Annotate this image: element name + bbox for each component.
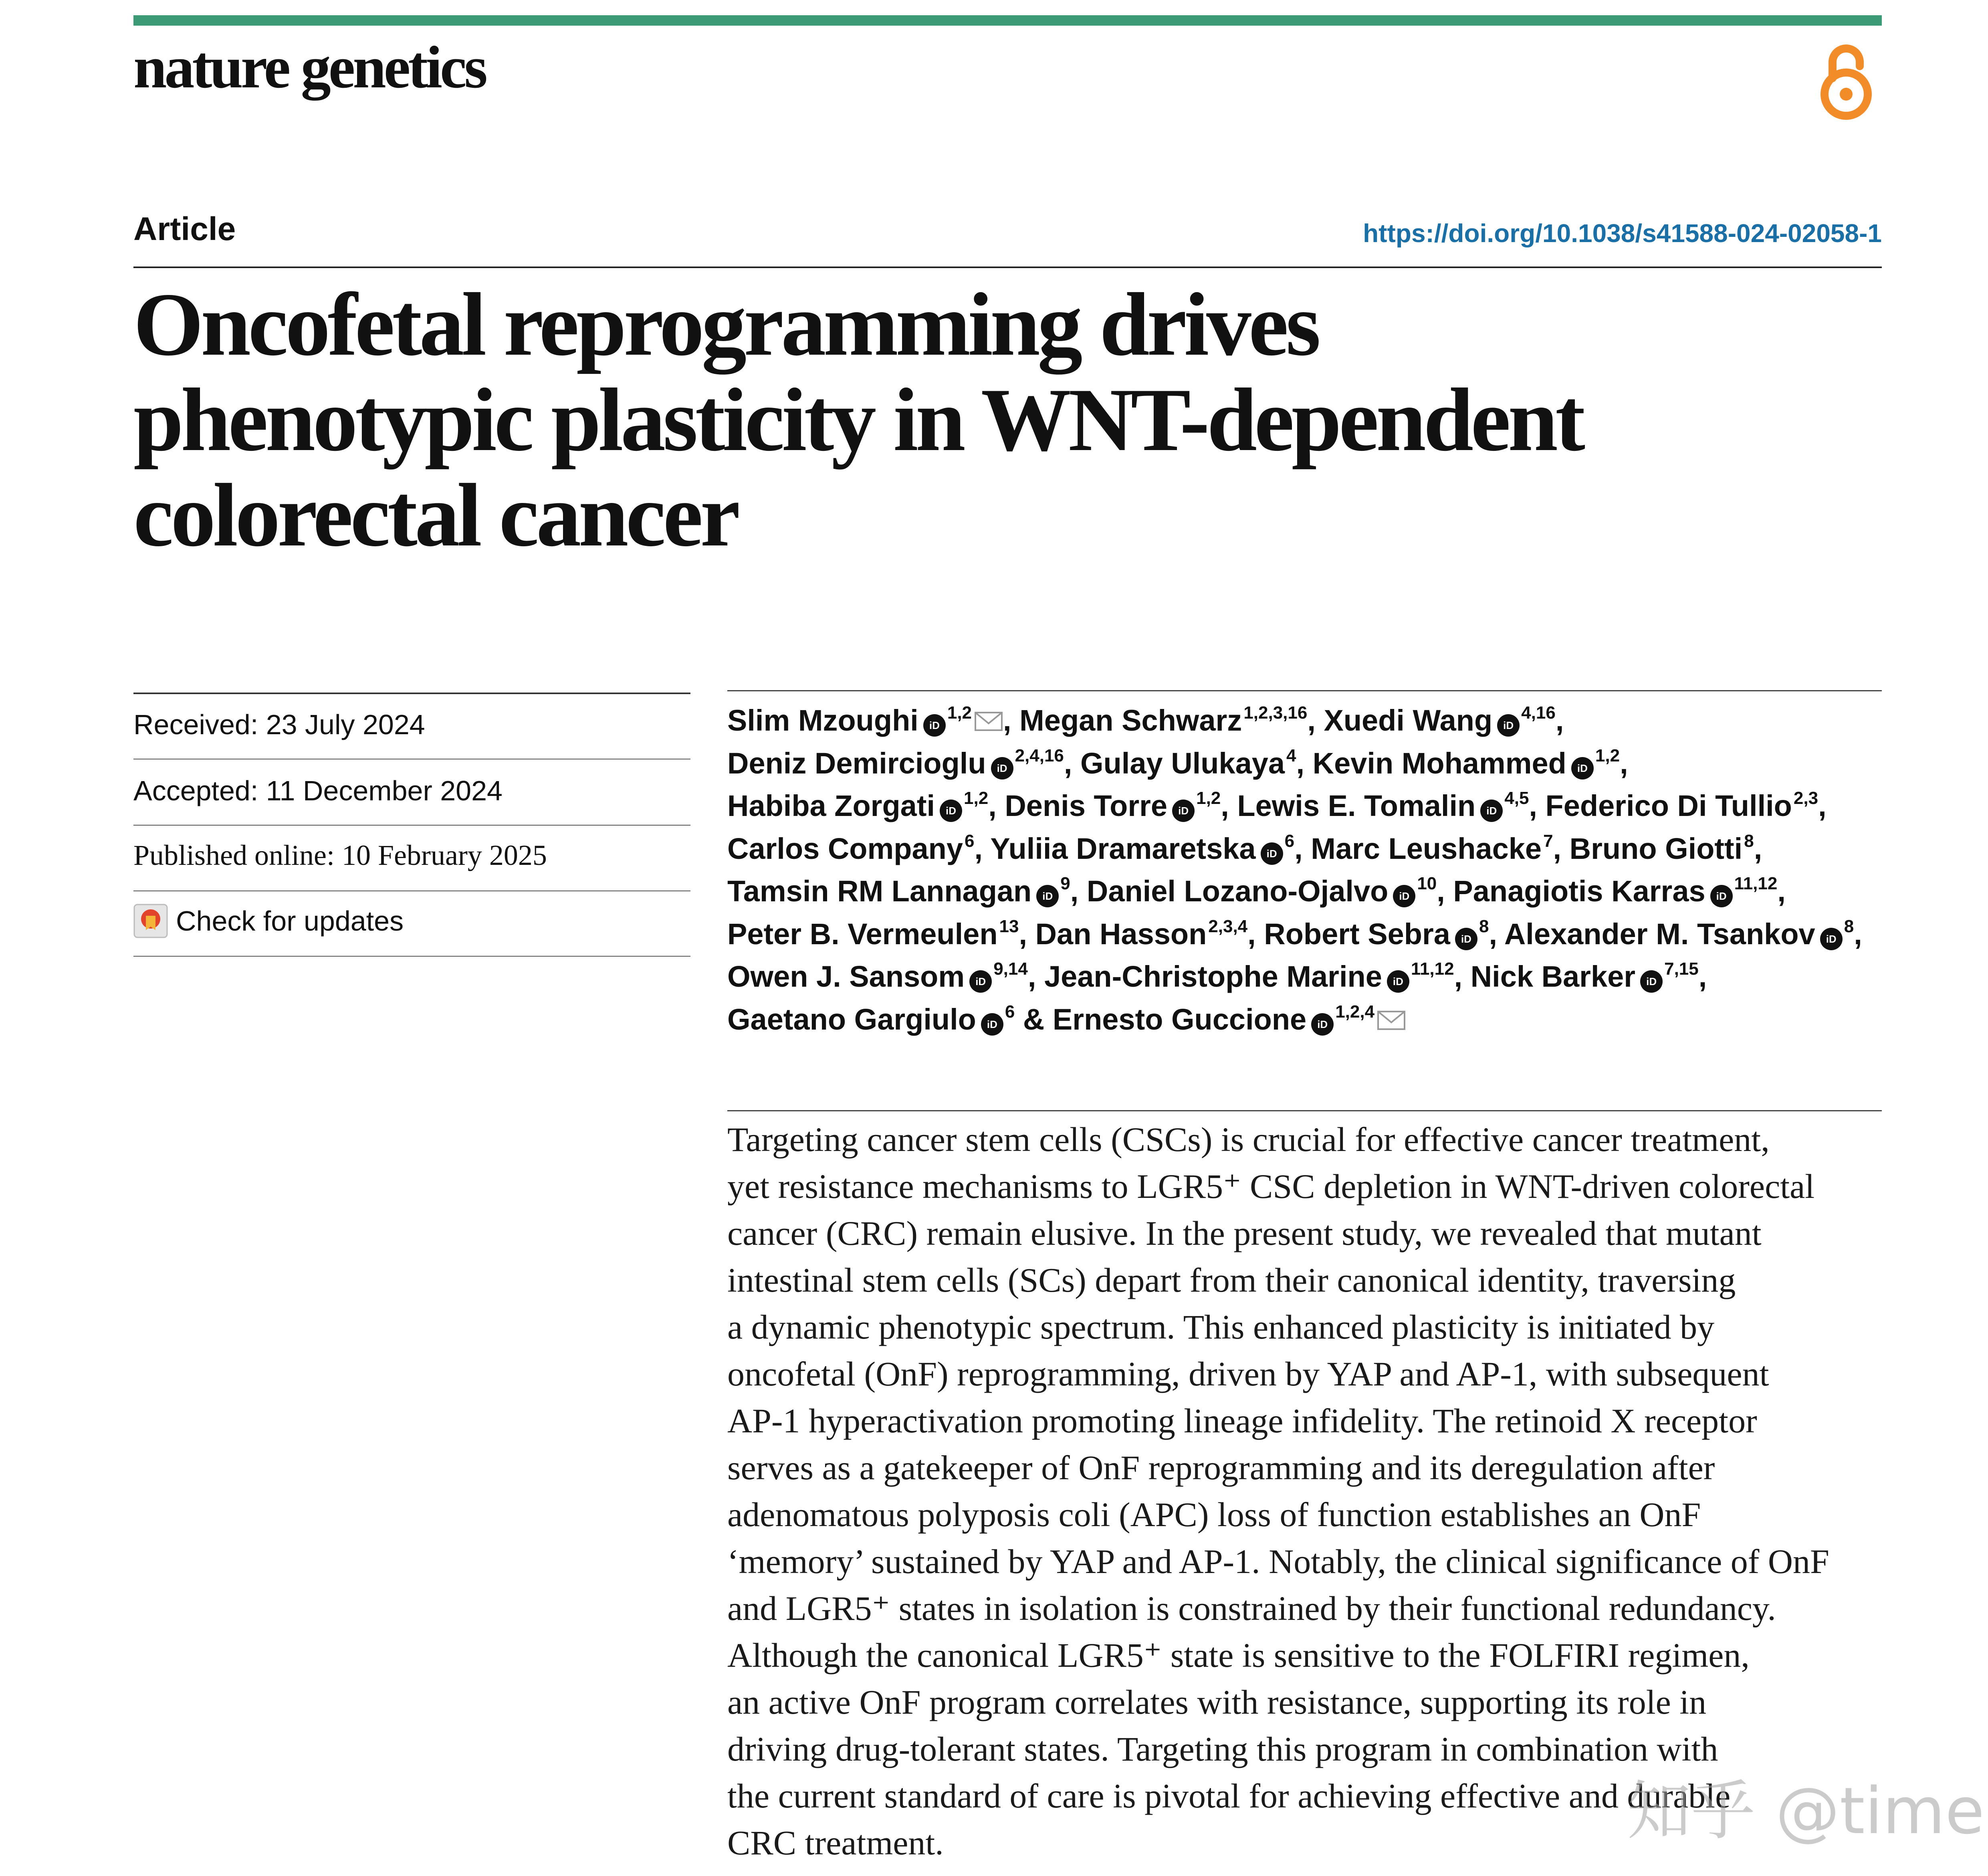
author-separator: ,	[1489, 917, 1504, 951]
affiliation-marker: 1,2,3,16	[1243, 703, 1308, 723]
open-access-lock-icon	[1817, 38, 1875, 122]
check-updates-icon	[133, 904, 168, 938]
affiliation-marker: 13	[999, 916, 1019, 936]
author[interactable]	[1044, 960, 1471, 993]
author[interactable]	[1080, 747, 1313, 780]
abstract-line: ‘memory’ sustained by YAP and AP-1. Notably, the clinical significance of OnF	[727, 1542, 1829, 1581]
author-list	[727, 699, 1882, 1041]
author[interactable]	[1546, 789, 1827, 822]
affiliation-marker: 6	[1284, 831, 1295, 851]
affiliation-marker: 11,12	[1734, 874, 1778, 893]
author-separator: ,	[1221, 789, 1237, 822]
author-separator: ,	[1247, 917, 1264, 951]
author-name: Gulay Ulukaya	[1080, 746, 1285, 780]
author-separator: ,	[1454, 960, 1471, 993]
author-separator: ,	[1698, 960, 1707, 993]
article-title	[133, 274, 1857, 565]
abstract-line: Targeting cancer stem cells (CSCs) is crucial for effective cancer treatment,	[727, 1120, 1770, 1159]
author-separator: ,	[1003, 704, 1020, 737]
affiliation-marker: 10	[1417, 874, 1437, 893]
orcid-icon[interactable]: iD	[981, 1013, 1003, 1036]
author-name: Dan Hasson	[1035, 917, 1207, 951]
author-separator: &	[1015, 1002, 1053, 1036]
title-line: phenotypic plasticity in WNT-dependent	[133, 370, 1583, 470]
author-separator: ,	[1019, 917, 1035, 951]
author-name: Habiba Zorgati	[727, 789, 935, 822]
author-separator: ,	[988, 789, 1005, 822]
author[interactable]	[1053, 1003, 1406, 1036]
author[interactable]	[727, 747, 1080, 780]
affiliation-marker: 8	[1479, 916, 1489, 936]
author-name: Xuedi Wang	[1324, 704, 1493, 737]
author-separator: ,	[1529, 789, 1546, 822]
author[interactable]	[1453, 874, 1786, 908]
author-name: Carlos Company	[727, 832, 963, 865]
abstract-line: Although the canonical LGR5⁺ state is sensitive to the FOLFIRI regimen,	[727, 1636, 1750, 1674]
journal-name[interactable]: nature genetics	[133, 34, 485, 101]
author-name: Owen J. Sansom	[727, 960, 965, 993]
abstract-line: and LGR5⁺ states in isolation is constrained by their functional redundancy.	[727, 1589, 1776, 1628]
watermark: 知乎 @time	[1627, 1773, 1985, 1848]
orcid-icon[interactable]: iD	[940, 800, 962, 822]
affiliation-marker: 2,3	[1793, 788, 1818, 808]
email-icon[interactable]	[1377, 1010, 1406, 1030]
author-name: Bruno Giotti	[1569, 832, 1743, 865]
authors-top-divider	[727, 690, 1882, 691]
header-divider	[133, 267, 1882, 268]
abstract-line: an active OnF program correlates with resistance, supporting its role in	[727, 1683, 1707, 1721]
orcid-icon[interactable]: iD	[969, 970, 992, 993]
abstract-line: CRC treatment.	[727, 1823, 944, 1862]
affiliation-marker: 1,2	[1196, 788, 1221, 808]
author[interactable]	[1471, 960, 1707, 993]
check-for-updates-label: Check for updates	[176, 905, 404, 937]
affiliation-marker: 7	[1543, 831, 1553, 851]
orcid-icon[interactable]: iD	[923, 714, 946, 737]
orcid-icon[interactable]: iD	[1480, 800, 1503, 822]
author[interactable]	[1035, 917, 1264, 951]
author-name: Alexander M. Tsankov	[1504, 917, 1815, 951]
abstract-divider	[727, 1110, 1882, 1111]
orcid-icon[interactable]: iD	[1455, 928, 1477, 950]
dates-divider	[133, 825, 690, 826]
abstract-line: oncofetal (OnF) reprogramming, driven by YAP and AP-1, with subsequent	[727, 1355, 1769, 1393]
title-line: colorectal cancer	[133, 465, 738, 565]
author-separator: ,	[1620, 746, 1628, 780]
orcid-icon[interactable]: iD	[1172, 800, 1195, 822]
author-name: Kevin Mohammed	[1312, 746, 1566, 780]
affiliation-marker: 7,15	[1664, 959, 1699, 979]
author-separator: ,	[1064, 746, 1081, 780]
author-name: Marc Leushacke	[1311, 832, 1542, 865]
orcid-icon[interactable]: iD	[1497, 714, 1520, 737]
author[interactable]	[990, 832, 1311, 865]
author-name: Slim Mzoughi	[727, 704, 918, 737]
orcid-icon[interactable]: iD	[1640, 970, 1663, 993]
affiliation-marker: 2,4,16	[1015, 745, 1064, 765]
author[interactable]	[1313, 747, 1628, 780]
abstract-line: driving drug-tolerant states. Targeting this program in combination with	[727, 1730, 1718, 1768]
author-name: Lewis E. Tomalin	[1237, 789, 1476, 822]
accepted-date: Accepted: 11 December 2024	[133, 775, 503, 806]
abstract-line: serves as a gatekeeper of OnF reprogramming and its deregulation after	[727, 1448, 1715, 1487]
title-line: Oncofetal reprogramming drives	[133, 274, 1318, 374]
author[interactable]	[1570, 832, 1762, 865]
author-name: Yuliia Dramaretska	[990, 832, 1256, 865]
author-name: Nick Barker	[1470, 960, 1636, 993]
dates-bottom-divider	[133, 956, 690, 957]
author-name: Daniel Lozano-Ojalvo	[1086, 874, 1389, 908]
author[interactable]	[1019, 704, 1324, 737]
author[interactable]	[727, 789, 1005, 822]
dates-top-divider	[133, 693, 690, 694]
affiliation-marker: 9,14	[993, 959, 1028, 979]
abstract-line: the current standard of care is pivotal for achieving effective and durable	[727, 1777, 1731, 1815]
author-name: Tamsin RM Lannagan	[727, 874, 1032, 908]
author[interactable]	[727, 704, 1019, 737]
author-separator: ,	[1553, 832, 1570, 865]
author[interactable]	[1311, 832, 1569, 865]
affiliation-marker: 1,2	[947, 703, 972, 723]
affiliation-marker: 4	[1286, 745, 1296, 765]
author-name: Deniz Demircioglu	[727, 746, 986, 780]
abstract-line: a dynamic phenotypic spectrum. This enhanced plasticity is initiated by	[727, 1308, 1715, 1346]
author-name: Jean-Christophe Marine	[1044, 960, 1382, 993]
author-separator: ,	[1294, 832, 1311, 865]
author[interactable]	[727, 960, 1044, 993]
author[interactable]	[1237, 789, 1545, 822]
author-name: Robert Sebra	[1264, 917, 1450, 951]
author[interactable]	[1264, 917, 1504, 951]
author-separator: ,	[1296, 746, 1313, 780]
orcid-icon[interactable]: iD	[1311, 1013, 1334, 1036]
affiliation-marker: 4,5	[1504, 788, 1529, 808]
author-separator: ,	[1754, 832, 1762, 865]
orcid-icon[interactable]: iD	[991, 757, 1013, 779]
author[interactable]	[727, 874, 1087, 908]
author-name: Panagiotis Karras	[1453, 874, 1705, 908]
author-name: Ernesto Guccione	[1052, 1002, 1307, 1036]
journal-header-bar	[133, 15, 1882, 26]
author[interactable]	[727, 1003, 1053, 1036]
affiliation-marker: 4,16	[1521, 703, 1556, 723]
author-separator: ,	[1437, 874, 1453, 908]
affiliation-marker: 11,12	[1411, 959, 1454, 979]
article-type-label: Article	[133, 211, 236, 247]
author-name: Gaetano Gargiulo	[727, 1002, 976, 1036]
author[interactable]	[727, 917, 1035, 951]
author[interactable]	[1005, 789, 1237, 822]
orcid-icon[interactable]: iD	[1036, 885, 1059, 907]
author-separator: ,	[1027, 960, 1044, 993]
abstract-line: AP-1 hyperactivation promoting lineage infidelity. The retinoid X receptor	[727, 1401, 1757, 1440]
abstract-line: adenomatous polyposis coli (APC) loss of function establishes an OnF	[727, 1495, 1701, 1534]
orcid-icon[interactable]: iD	[1820, 928, 1843, 950]
author[interactable]	[1324, 704, 1564, 737]
author[interactable]	[1504, 917, 1862, 951]
affiliation-marker: 8	[1844, 916, 1854, 936]
author[interactable]	[727, 832, 990, 865]
received-date: Received: 23 July 2024	[133, 709, 425, 740]
author-separator: ,	[1070, 874, 1087, 908]
author-separator: ,	[1854, 917, 1862, 951]
author-name: Peter B. Vermeulen	[727, 917, 998, 951]
email-icon[interactable]	[974, 711, 1003, 731]
affiliation-marker: 1,2	[1595, 745, 1620, 765]
affiliation-marker: 2,3,4	[1208, 916, 1248, 936]
abstract-line: cancer (CRC) remain elusive. In the present study, we revealed that mutant	[727, 1214, 1762, 1252]
orcid-icon[interactable]: iD	[1261, 842, 1283, 865]
author-separator: ,	[1818, 789, 1827, 822]
author[interactable]	[1087, 874, 1453, 908]
abstract	[727, 1116, 1889, 1866]
affiliation-marker: 1,2,4	[1335, 1002, 1375, 1022]
author-separator: ,	[1777, 874, 1786, 908]
affiliation-marker: 6	[965, 831, 975, 851]
author-separator: ,	[974, 832, 991, 865]
affiliation-marker: 6	[1005, 1002, 1015, 1022]
abstract-line: intestinal stem cells (SCs) depart from their canonical identity, traversing	[727, 1261, 1736, 1299]
abstract-line: yet resistance mechanisms to LGR5⁺ CSC depletion in WNT-driven colorectal	[727, 1167, 1815, 1206]
affiliation-marker: 8	[1744, 831, 1754, 851]
orcid-icon[interactable]: iD	[1710, 885, 1733, 907]
orcid-icon[interactable]: iD	[1571, 757, 1594, 779]
author-separator: ,	[1307, 704, 1324, 737]
author-name: Federico Di Tullio	[1545, 789, 1792, 822]
affiliation-marker: 1,2	[964, 788, 989, 808]
author-name: Megan Schwarz	[1019, 704, 1242, 737]
affiliation-marker: 9	[1060, 874, 1070, 893]
doi-link[interactable]: https://doi.org/10.1038/s41588-024-02058-1	[1363, 219, 1882, 248]
check-for-updates-link[interactable]	[133, 904, 404, 938]
orcid-icon[interactable]: iD	[1387, 970, 1409, 993]
author-separator: ,	[1555, 704, 1564, 737]
published-date: Published online: 10 February 2025	[133, 839, 547, 871]
orcid-icon[interactable]: iD	[1393, 885, 1415, 907]
author-name: Denis Torre	[1005, 789, 1168, 822]
